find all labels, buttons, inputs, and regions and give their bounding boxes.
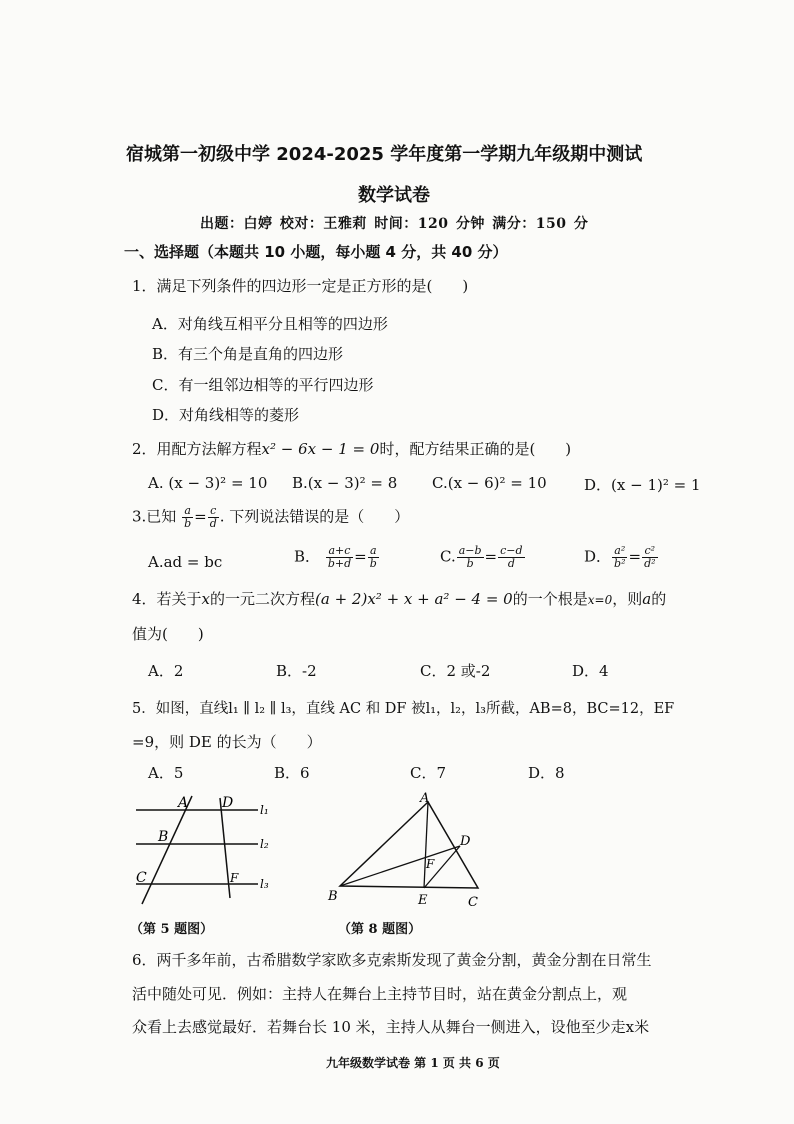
exam-subtitle: 数学试卷 [358,185,430,206]
fig5-label-l3: l₃ [260,877,269,891]
question-6-line-3: 众看上去感觉最好．若舞台长 10 米，主持人从舞台一侧进入，设他至少走x米 [132,1018,650,1036]
question-2-option-a: A. (x − 3)² = 10 [148,474,268,492]
question-6-line-2: 活中随处可见．例如：主持人在舞台上主持节目时，站在黄金分割点上，观 [132,985,628,1003]
q4-var-x: x [201,590,211,608]
question-1-option-c: C．有一组邻边相等的平行四边形 [152,376,374,394]
q4-root: x=0 [587,593,613,607]
fig8-label-d: D [460,834,471,849]
q3-frac-num: c−d [500,544,523,557]
question-2-option-d: D．(x − 1)² = 1 [584,476,701,494]
question-3-option-d: D． $\frac{\text{a²}}{\text{b²}}$ = $\frac{\text{c²}}{\text{d²}}$ [584,544,656,570]
question-1-stem: 1．满足下列条件的四边形一定是正方形的是( ) [132,277,469,295]
q4-text-a: 4．若关于 [132,590,202,608]
fig5-label-c: C [136,870,147,886]
question-5-line-1: 5．如图，直线l₁ ∥ l₂ ∥ l₃，直线 AC 和 DF 被l₁，l₂，l₃所截，AB=8，BC=12，EF [132,701,675,717]
line-ac [142,796,192,904]
fig8-label-c: C [468,895,478,910]
question-4-line-2: 值为( ) [132,625,204,643]
fig8-label-e: E [418,893,428,908]
question-1-option-d: D．对角线相等的菱形 [152,406,300,424]
fig5-label-a: A [178,795,189,811]
q3-frac-den: b [184,517,192,530]
segment-bd [340,846,460,886]
q3-frac-num: c² [642,545,657,558]
fig5-label-l1: l₁ [260,803,269,817]
question-5-line-2: =9，则 DE 的长为（ ） [132,733,322,751]
fig5-label-l2: l₂ [260,837,269,851]
page-footer: 九年级数学试卷 第 1 页 共 6 页 [326,1056,500,1070]
fig8-label-f: F [426,857,435,871]
q4-equation: (a + 2)x² + x + a² − 4 = 0 [315,590,513,608]
q3-frac-den: b [369,557,377,570]
question-3-stem: 3.已知 $\frac{a}{b}$ = $\frac{c}{d}$ . 下列说法错误的是（ ） [132,504,410,530]
q3-frac-den: d [507,557,515,570]
fig5-label-d: D [222,795,234,811]
q3-frac-den: d [209,517,217,530]
q3-frac-num: a+c [326,545,353,558]
question-1-option-b: B．有三个角是直角的四边形 [152,345,344,363]
q3-frac-ab [182,505,193,530]
question-2-option-c: C.(x − 6)² = 10 [432,474,547,492]
question-5-option-a: A．5 [148,764,184,782]
q3-b-label: B． [294,547,321,566]
fig8-label-b: B [328,889,338,904]
question-1-option-a: A．对角线互相平分且相等的四边形 [152,315,388,333]
q3-c-label: C. [440,547,456,566]
q4-var-a: a [642,590,652,608]
exam-title: 宿城第一初级中学 2024-2025 学年度第一学期九年级期中测试 [126,144,643,165]
q3-frac-cd [208,505,219,530]
question-4-option-d: D．4 [572,662,609,680]
figure-8 [324,790,494,910]
figure-5 [126,790,286,908]
q2-text-a: 2．用配方法解方程 [132,440,262,458]
q3-d-label: D． [584,547,612,566]
q4-text-b: 的一元二次方程 [210,590,316,608]
q4-text-e: 的 [651,590,667,608]
q3-frac-num: a [182,505,193,518]
question-5-option-b: B．6 [274,764,310,782]
line-df [220,798,230,898]
q3-frac-den: d² [644,557,656,570]
question-3-option-c: C. $\frac{a-b}{b}$ = $\frac{c-d}{d}$ [440,544,523,570]
question-4-option-b: B．-2 [276,662,317,680]
question-4-option-c: C．2 或-2 [420,662,491,680]
q3-text-b: . 下列说法错误的是（ ） [219,507,410,526]
section-heading: 一、选择题（本题共 10 小题，每小题 4 分，共 40 分） [124,243,508,261]
question-4-option-a: A．2 [148,662,184,680]
question-2-stem [132,438,571,459]
q3-c-frac-right [498,545,524,570]
q3-c-frac-left [457,545,484,570]
fig5-label-b: B [158,829,169,845]
question-6-line-1: 6．两千多年前，古希腊数学家欧多克索斯发现了黄金分割，黄金分割在日常生 [132,951,652,969]
q4-text-c: 的一个根是 [512,590,588,608]
q3-b-frac-right [368,545,379,570]
q3-text-a: 3.已知 [132,507,177,526]
q3-frac-den: b² [614,557,626,570]
question-3-option-a: A.ad = bc [148,553,223,571]
fig8-label-a: A [420,791,430,806]
triangle-abc [340,802,478,888]
fig5-label-f: F [230,871,239,885]
q3-frac-num: a−b [458,544,482,557]
question-3-option-b: B． $\frac{a+c}{b+d}$ = $\frac{a}{b}$ [294,544,377,570]
q3-frac-num: a [368,545,379,558]
question-5-option-d: D．8 [528,764,565,782]
q3-d-frac-right [642,545,657,570]
question-5-option-c: C．7 [410,764,447,782]
q2-text-b: 时，配方结果正确的是( ) [379,440,572,458]
figure-8-caption: （第 8 题图） [338,922,422,937]
q3-frac-den: b [466,557,474,570]
q2-equation: x² − 6x − 1 = 0 [261,440,380,458]
q3-frac-den: b+d [327,557,352,570]
question-2-option-b: B.(x − 3)² = 8 [292,474,398,492]
segment-ae [424,802,428,888]
q3-b-frac-left [326,545,353,570]
q3-frac-num: c [208,505,219,518]
q3-d-frac-left [612,545,627,570]
question-4-line-1 [132,588,666,609]
q4-text-d: ，则 [612,590,643,608]
figure-5-caption: （第 5 题图） [130,922,214,937]
exam-info: 出题：白婷 校对：王雅莉 时间：120 分钟 满分：150 分 [200,216,589,232]
q3-frac-num: a² [612,545,627,558]
